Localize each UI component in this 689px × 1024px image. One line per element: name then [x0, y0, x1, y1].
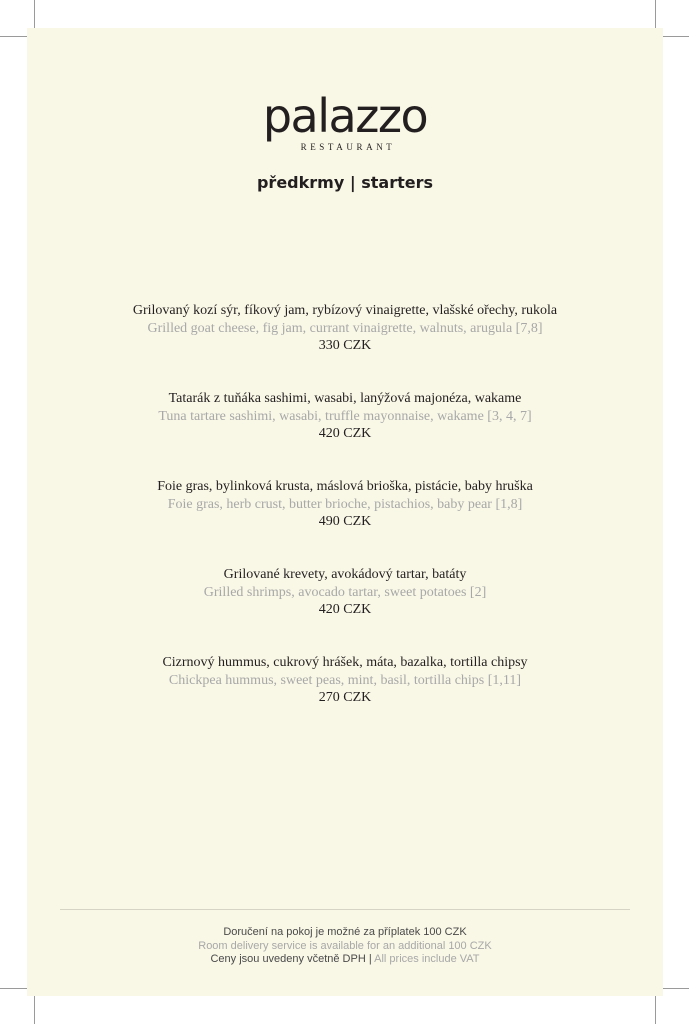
crop-mark [0, 36, 27, 37]
crop-mark [663, 36, 689, 37]
dish-name-en: Grilled shrimps, avocado tartar, sweet potatoes [2] [203, 584, 487, 600]
dish-price: 420 CZK [318, 602, 372, 617]
menu-list [27, 302, 663, 742]
delivery-note-en: Room delivery service is available for an additional 100 CZK [198, 939, 492, 952]
menu-item [27, 390, 663, 478]
dish-price: 330 CZK [318, 338, 372, 353]
crop-mark [0, 988, 27, 989]
menu-item [27, 478, 663, 566]
menu-page [27, 28, 663, 996]
dish-name-en: Chickpea hummus, sweet peas, mint, basil, tortilla chips [1,11] [168, 672, 522, 688]
dish-name-en: Foie gras, herb crust, butter brioche, pistachios, baby pear [1,8] [167, 496, 523, 512]
logo-subtitle: RESTAURANT [300, 142, 396, 152]
dish-name-en: Tuna tartare sashimi, wasabi, truffle mayonnaise, wakame [3, 4, 7] [158, 408, 532, 424]
dish-name-cz: Cizrnový hummus, cukrový hrášek, máta, bazalka, tortilla chipsy [162, 655, 528, 670]
dish-name-cz: Tatarák z tuňáka sashimi, wasabi, lanýžová majonéza, wakame [168, 391, 522, 406]
dish-price: 420 CZK [318, 426, 372, 441]
vat-note-en: All prices include VAT [374, 953, 480, 965]
restaurant-logo [27, 89, 663, 152]
menu-item [27, 654, 663, 742]
footer-divider [60, 909, 630, 910]
menu-item [27, 302, 663, 390]
dish-name-cz: Grilované krevety, avokádový tartar, batáty [223, 567, 467, 582]
dish-price: 270 CZK [318, 690, 372, 705]
delivery-note-cz: Doručení na pokoj je možné za příplatek 100 CZK [223, 926, 467, 938]
crop-mark [655, 0, 656, 28]
dish-name-en: Grilled goat cheese, fig jam, currant vinaigrette, walnuts, arugula [7,8] [147, 320, 543, 336]
crop-mark [663, 988, 689, 989]
dish-price: 490 CZK [318, 514, 372, 529]
logo-wordmark: palazzo [262, 89, 428, 143]
crop-mark [34, 0, 35, 28]
menu-item [27, 566, 663, 654]
vat-separator: | [368, 953, 372, 965]
crop-mark [34, 996, 35, 1024]
crop-mark [655, 996, 656, 1024]
dish-name-cz: Foie gras, bylinková krusta, máslová brioška, pistácie, baby hruška [157, 479, 533, 494]
section-title: předkrmy | starters [256, 173, 434, 192]
dish-name-cz: Grilovaný kozí sýr, fíkový jam, rybízový vinaigrette, vlašské ořechy, rukola [132, 303, 558, 318]
footer-notes [27, 926, 663, 967]
vat-note [27, 953, 663, 967]
vat-note-cz: Ceny jsou uvedeny včetně DPH [210, 953, 366, 965]
